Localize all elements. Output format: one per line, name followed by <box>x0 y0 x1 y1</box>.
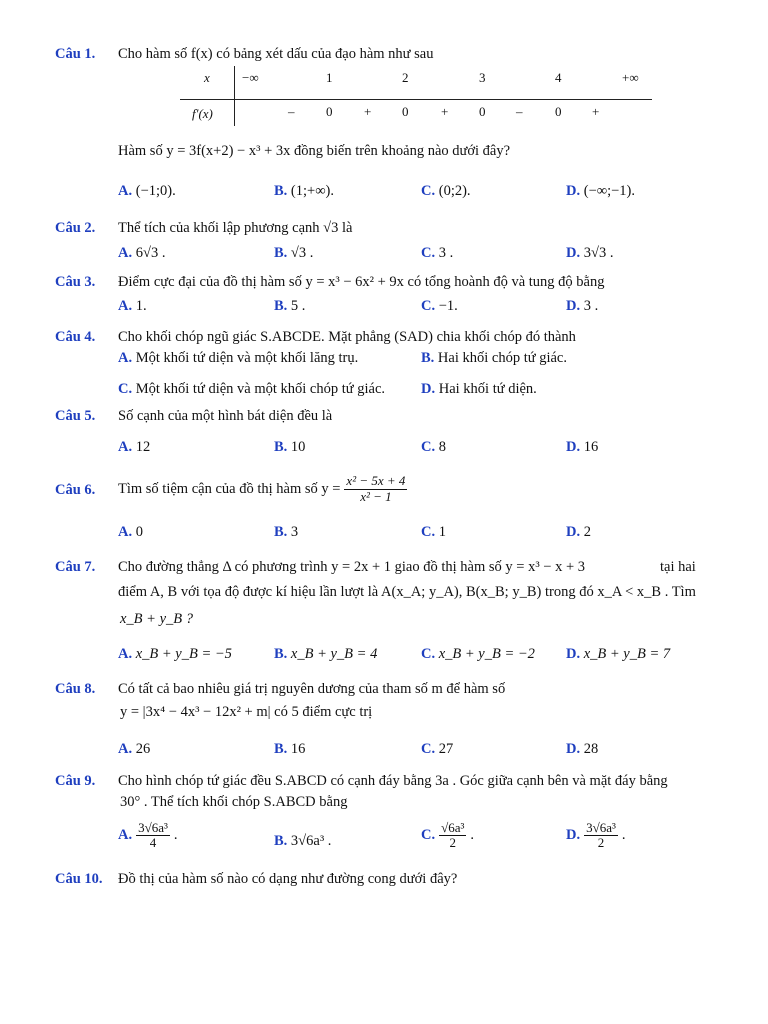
option-a-fraction: $\frac{\text{3√6a³}}{4}$ <box>138 820 168 851</box>
question-7-option-a[interactable]: A. x_B + y_B = −5 <box>118 646 232 662</box>
question-5-number: Câu 5. <box>55 408 96 424</box>
question-8-line-1: Có tất cả bao nhiêu giá trị nguyên dương của tham số m để hàm số <box>118 681 506 697</box>
table-x-value: 1 <box>326 70 333 85</box>
question-9-option-c[interactable]: C. $\frac{\text{√6a³}}{2}$ . <box>421 820 475 851</box>
question-10-number: Câu 10. <box>55 871 103 887</box>
question-2-number: Câu 2. <box>55 220 96 236</box>
question-7-option-d[interactable]: D. x_B + y_B = 7 <box>566 646 671 662</box>
question-2-option-c[interactable]: C. 3 . <box>421 245 454 261</box>
question-4-option-d[interactable]: D. Hai khối tứ diện. <box>421 381 537 397</box>
table-sign: 0 <box>479 104 486 119</box>
question-8-option-c[interactable]: C. 27 <box>421 741 454 757</box>
table-sign: 0 <box>326 104 333 119</box>
table-x-value: 4 <box>555 70 562 85</box>
option-d-fraction: $\frac{\text{3√6a³}}{2}$ <box>586 820 616 851</box>
table-sign: + <box>364 104 372 119</box>
question-6-option-d[interactable]: D. 2 <box>566 524 591 540</box>
question-3-option-c[interactable]: C. −1. <box>421 298 458 314</box>
question-5-option-a[interactable]: A. 12 <box>118 439 151 455</box>
question-2-stem: Thể tích của khối lập phương cạnh √3 là <box>118 220 353 236</box>
question-3-option-d[interactable]: D. 3 . <box>566 298 599 314</box>
question-6-stem: Tìm số tiệm cận của đồ thị hàm số y = <box>118 480 341 497</box>
question-6-number: Câu 6. <box>55 482 96 498</box>
question-5-stem: Số cạnh của một hình bát diện đều là <box>118 408 333 424</box>
table-x-label: x <box>204 70 210 85</box>
table-sign: 0 <box>402 104 409 119</box>
question-3-option-b[interactable]: B. 5 . <box>274 298 306 314</box>
question-7-option-c[interactable]: C. x_B + y_B = −2 <box>421 646 535 662</box>
question-9-line-1: Cho hình chóp tứ giác đều S.ABCD có cạnh đáy bằng 3a . Góc giữa cạnh bên và mặt đáy bằng <box>118 773 668 789</box>
question-1-ask: Hàm số y = 3f(x+2) − x³ + 3x đồng biến trên khoảng nào dưới đây? <box>118 143 511 159</box>
question-6-option-b[interactable]: B. 3 <box>274 524 299 540</box>
question-7-line-3: x_B + y_B ? <box>120 611 193 627</box>
table-derivative-label: f′(x) <box>192 106 213 121</box>
question-5-option-c[interactable]: C. 8 <box>421 439 446 455</box>
question-4-option-c[interactable]: C. Một khối tứ diện và một khối chóp tứ giác. <box>118 381 386 397</box>
question-1-option-d[interactable]: D. (−∞;−1). <box>566 183 635 199</box>
question-8-line-2: y = |3x⁴ − 4x³ − 12x² + m| có 5 điểm cực trị <box>120 704 373 720</box>
derivative-sign-table <box>180 66 652 128</box>
table-sign: – <box>288 104 295 119</box>
question-4-number: Câu 4. <box>55 329 96 345</box>
question-8-number: Câu 8. <box>55 681 96 697</box>
question-6-option-a[interactable]: A. 0 <box>118 524 143 540</box>
question-7-number: Câu 7. <box>55 559 96 575</box>
question-1-option-c[interactable]: C. (0;2). <box>421 183 471 199</box>
question-7-line-1: Cho đường thẳng Δ có phương trình y = 2x + 1 giao đồ thị hàm số y = x³ − x + 3 <box>118 559 586 575</box>
question-1-option-a[interactable]: A. (−1;0). <box>118 183 176 199</box>
question-9-option-b[interactable]: B. 3√6a³ . <box>274 833 332 849</box>
option-c-fraction: $\frac{\text{√6a³}}{2}$ <box>441 820 465 851</box>
table-x-value: +∞ <box>622 70 639 85</box>
question-4-option-a[interactable]: A. Một khối tứ diện và một khối lăng trụ. <box>118 350 359 366</box>
question-2-option-d[interactable]: D. 3√3 . <box>566 245 614 261</box>
question-1-number: Câu 1. <box>55 46 96 62</box>
question-3-stem: Điểm cực đại của đồ thị hàm số y = x³ − 6x² + 9x có tổng hoành độ và tung độ bằng <box>118 274 605 290</box>
table-horizontal-rule <box>180 99 652 100</box>
question-2-option-b[interactable]: B. √3 . <box>274 245 314 261</box>
question-4-stem: Cho khối chóp ngũ giác S.ABCDE. Mặt phẳng (SAD) chia khối chóp đó thành <box>118 329 576 345</box>
table-vertical-rule <box>234 66 235 126</box>
table-sign: – <box>516 104 523 119</box>
question-8-option-d[interactable]: D. 28 <box>566 741 599 757</box>
question-4-option-b[interactable]: B. Hai khối chóp tứ giác. <box>421 350 567 366</box>
question-1-stem: Cho hàm số f(x) có bảng xét dấu của đạo hàm như sau <box>118 46 434 62</box>
table-x-value: −∞ <box>242 70 259 85</box>
question-6-stem-line <box>118 470 407 508</box>
question-1-option-b[interactable]: B. (1;+∞). <box>274 183 334 199</box>
table-x-value: 2 <box>402 70 409 85</box>
fraction-numerator: x² − 5x + 4 <box>346 473 406 489</box>
question-9-line-2: 30° . Thể tích khối chóp S.ABCD bằng <box>120 794 348 810</box>
question-9-option-a[interactable]: A. $\frac{\text{3√6a³}}{4}$ . <box>118 820 178 851</box>
question-3-number: Câu 3. <box>55 274 96 290</box>
question-7-line-1-end: tại hai <box>660 559 696 575</box>
question-8-option-b[interactable]: B. 16 <box>274 741 306 757</box>
question-5-option-b[interactable]: B. 10 <box>274 439 306 455</box>
question-8-option-a[interactable]: A. 26 <box>118 741 151 757</box>
question-7-option-b[interactable]: B. x_B + y_B = 4 <box>274 646 378 662</box>
question-6-fraction <box>344 474 407 504</box>
question-10-stem: Đồ thị của hàm số nào có dạng như đường cong dưới đây? <box>118 871 458 887</box>
table-sign: + <box>592 104 600 119</box>
question-2-option-a[interactable]: A. 6√3 . <box>118 245 166 261</box>
question-6-option-c[interactable]: C. 1 <box>421 524 446 540</box>
question-5-option-d[interactable]: D. 16 <box>566 439 599 455</box>
table-x-value: 3 <box>479 70 486 85</box>
fraction-denominator: x² − 1 <box>360 488 392 504</box>
question-9-option-d[interactable]: D. $\frac{\text{3√6a³}}{2}$ . <box>566 820 626 851</box>
question-3-option-a[interactable]: A. 1. <box>118 298 147 314</box>
table-sign: 0 <box>555 104 562 119</box>
question-7-line-2: điểm A, B với tọa độ được kí hiệu lần lượt là A(x_A; y_A), B(x_B; y_B) trong đó x_A < x_B . Tìm <box>118 584 696 600</box>
question-9-number: Câu 9. <box>55 773 96 789</box>
table-sign: + <box>441 104 449 119</box>
